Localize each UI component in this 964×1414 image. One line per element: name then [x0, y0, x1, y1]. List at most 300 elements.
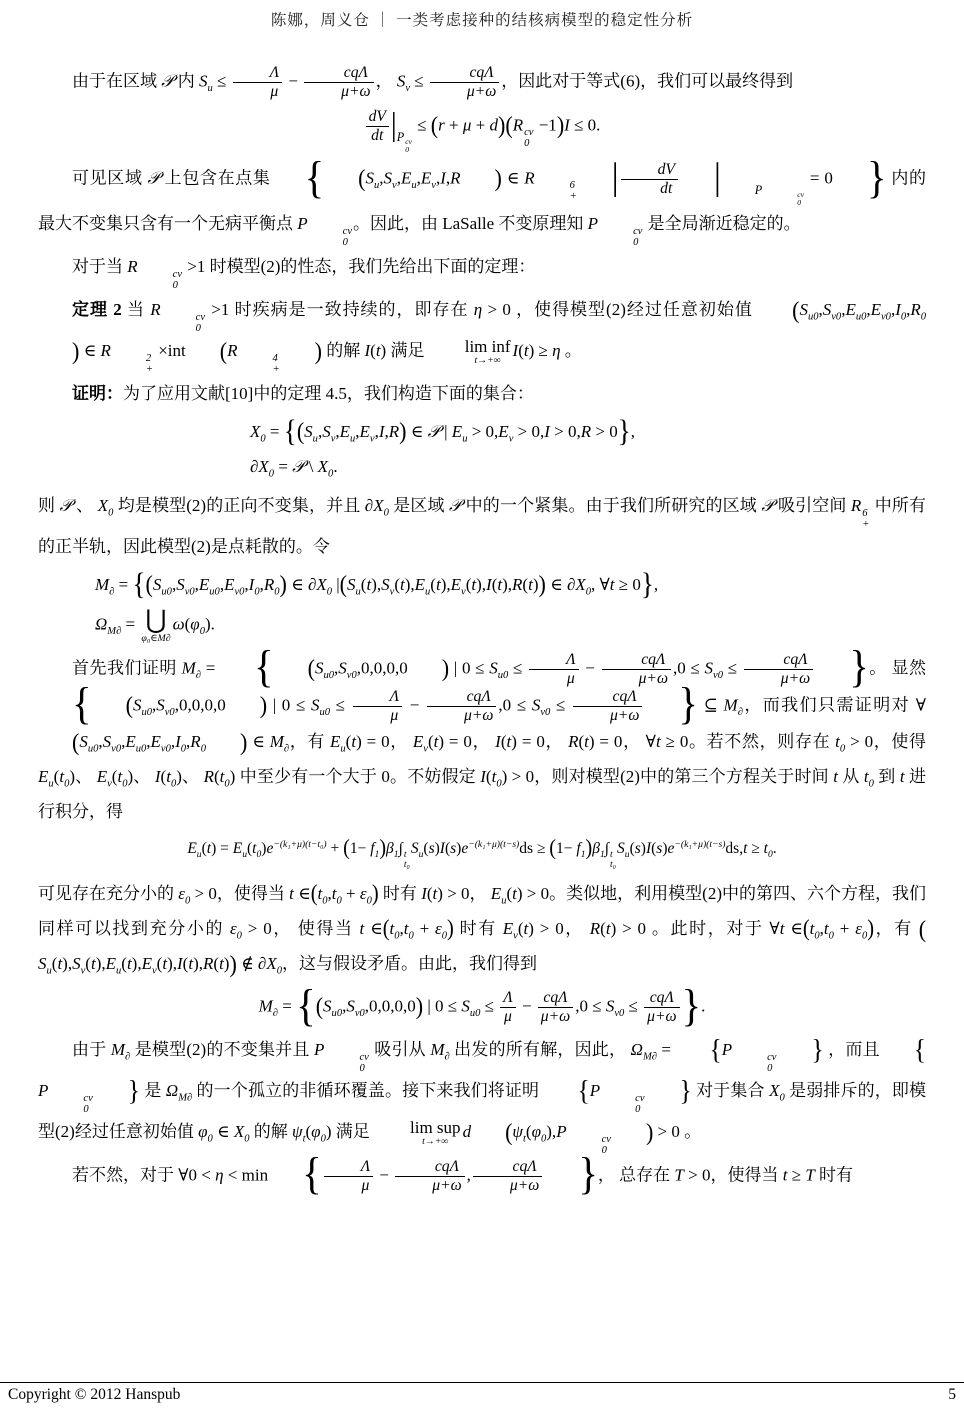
- text-run: ,0,0,0,0: [364, 996, 416, 1016]
- fraction-numerator: dV: [621, 161, 678, 180]
- text-run: (: [426, 884, 433, 904]
- math-run: R: [524, 168, 535, 188]
- subscript: u: [418, 848, 424, 860]
- text-run: ),: [131, 954, 142, 974]
- math-run: M: [181, 658, 196, 678]
- math-run: S: [72, 954, 81, 974]
- math-run: E: [38, 766, 49, 786]
- text-run: 由于: [72, 1040, 111, 1060]
- equation: [250, 454, 926, 482]
- math-run: η: [215, 1165, 224, 1185]
- text-run: 1−: [556, 839, 577, 857]
- math-run: S: [338, 658, 347, 678]
- fraction-denominator: μ+ω: [609, 706, 640, 724]
- text-run: ∈: [501, 168, 525, 188]
- text-run: ),: [371, 574, 382, 594]
- fraction-denominator: μ: [390, 706, 399, 724]
- text-run: ,: [866, 299, 871, 319]
- math-run: t: [433, 731, 439, 751]
- text-run: ,: [818, 299, 823, 319]
- math-run: t: [399, 574, 405, 594]
- text-run: ) = 0: [356, 731, 390, 751]
- math-run: E: [96, 766, 108, 786]
- subscript: u: [501, 895, 507, 907]
- subscript: u0: [855, 311, 867, 323]
- math-run: M: [723, 695, 738, 715]
- math-run: t: [782, 1165, 788, 1185]
- page-footer: [0, 1382, 964, 1414]
- text-run: ≤: [550, 695, 571, 715]
- math-run: 𝒫: [427, 421, 440, 441]
- text-run: ，有: [874, 919, 919, 939]
- text-run: (: [184, 614, 191, 634]
- text-run: (: [182, 954, 189, 974]
- text-run: ≥ 0: [660, 731, 689, 751]
- running-header: [38, 8, 926, 30]
- subscript: t₀: [610, 859, 617, 871]
- sup-sub: [404, 850, 410, 870]
- big-delimiter: (: [296, 416, 305, 445]
- equation: [95, 604, 926, 644]
- fraction-denominator: μ+ω: [432, 1176, 462, 1194]
- subscript: t₀: [403, 859, 410, 871]
- fraction: [428, 64, 501, 101]
- text-run: 若不然，对于: [72, 1165, 179, 1185]
- superscript: cv: [524, 127, 534, 139]
- text-run: 时有: [814, 1165, 854, 1185]
- text-run: 吸引从: [369, 1040, 431, 1060]
- subscript: u0: [209, 586, 220, 597]
- paragraph: [38, 1033, 926, 1156]
- math-run: S: [383, 168, 393, 188]
- math-run: t: [763, 839, 768, 857]
- text-run: +: [326, 839, 344, 857]
- subscript: 0: [767, 1062, 773, 1074]
- big-delimiter: }: [640, 567, 654, 601]
- fraction: [642, 989, 681, 1026]
- fraction-denominator: μ: [361, 1176, 370, 1194]
- math-run: ∫: [604, 839, 609, 857]
- subscript: ∂: [272, 1007, 278, 1019]
- superscript: cv: [767, 1051, 777, 1063]
- text-run: (: [370, 340, 376, 360]
- fraction: [351, 688, 404, 725]
- big-delimiter: {: [296, 979, 316, 1031]
- big-delimiter: (: [315, 991, 324, 1020]
- text-run: > 0: [845, 731, 874, 751]
- text-run: 满足: [331, 1121, 375, 1141]
- math-run: t: [512, 884, 517, 904]
- fraction: [302, 64, 375, 101]
- math-run: β: [592, 839, 600, 857]
- text-run: ，: [469, 884, 491, 904]
- math-run: t: [166, 766, 171, 786]
- subscript: v0: [234, 586, 245, 597]
- subscript: +: [569, 191, 577, 203]
- text-run: , ∀: [591, 574, 610, 594]
- subscript: u0: [319, 706, 330, 718]
- text-run: +: [471, 115, 490, 135]
- math-run: t: [59, 766, 65, 786]
- math-run: R: [150, 299, 161, 319]
- math-run: e: [461, 839, 469, 857]
- fraction: [742, 651, 815, 688]
- math-run: E: [451, 421, 463, 441]
- text-run: 是区域: [388, 495, 450, 515]
- math-run: t: [523, 340, 529, 360]
- text-run: ,: [186, 731, 191, 751]
- subscript: u: [425, 586, 431, 597]
- subscript: v: [330, 432, 336, 444]
- text-run: 是模型(2)的不变集并且: [130, 1040, 315, 1060]
- big-delimiter: ): [415, 991, 424, 1020]
- subscript: 0: [322, 895, 328, 907]
- math-run: I: [440, 168, 446, 188]
- math-run: R: [263, 574, 275, 594]
- limit-subscript: φ₀∈M∂: [141, 632, 171, 644]
- math-run: t: [609, 574, 615, 594]
- text-run: −1: [534, 115, 557, 135]
- text-run: ,0 ≤: [673, 658, 705, 678]
- fraction: [364, 108, 391, 145]
- big-delimiter: (: [72, 727, 80, 756]
- big-delimiter: ): [379, 835, 387, 861]
- fraction-numerator: cqΛ: [395, 1158, 464, 1177]
- subscript: 0: [541, 1133, 547, 1145]
- big-delimiter: ): [239, 727, 248, 756]
- text-run: (: [651, 839, 657, 857]
- fraction: [527, 651, 580, 688]
- math-run: 𝒫: [147, 168, 160, 188]
- math-run: r: [438, 115, 445, 135]
- limit-operator: lim sup: [410, 1117, 461, 1137]
- text-run: 从: [837, 766, 864, 786]
- math-run: M: [269, 731, 284, 751]
- fraction-numerator: dV: [366, 108, 389, 127]
- text-run: 吸引空间: [773, 495, 851, 515]
- text-run: 。因此，由 LaSalle 不变原理知: [353, 214, 588, 234]
- text-run: .: [772, 839, 777, 857]
- copyright-text: Copyright © 2012 Hanspub: [8, 1386, 181, 1403]
- text-run: >1: [206, 299, 230, 319]
- math-run: X: [317, 456, 329, 476]
- math-run: S: [322, 421, 331, 441]
- math-run: ε: [435, 919, 442, 939]
- paragraph: [38, 489, 926, 565]
- big-delimiter: ): [259, 690, 268, 719]
- text-run: ,: [841, 299, 846, 319]
- math-run: t: [331, 884, 337, 904]
- limit-operator: lim inf: [464, 336, 511, 356]
- math-run: S: [346, 996, 355, 1016]
- text-run: ): [69, 766, 75, 786]
- text-run: ，使得当: [710, 1165, 783, 1185]
- math-run: E: [490, 884, 502, 904]
- text-run: ).: [204, 614, 215, 634]
- subscript: 0: [359, 1062, 365, 1074]
- subscript: v: [431, 179, 436, 191]
- subscript: v0: [184, 586, 195, 597]
- subscript: v0: [881, 311, 891, 323]
- subscript: u: [350, 432, 356, 444]
- text-run: (: [394, 574, 400, 594]
- text-run: ),: [440, 574, 451, 594]
- math-run: t: [90, 954, 96, 974]
- subscript: 0: [83, 1103, 89, 1115]
- paragraph: [38, 250, 926, 291]
- math-run: E: [224, 574, 235, 594]
- text-run: ，而且: [823, 1040, 880, 1060]
- math-run: ∂X: [364, 495, 384, 515]
- big-delimiter: ): [538, 569, 546, 598]
- text-run: ，使得: [873, 731, 927, 751]
- text-run: | 0 ≤: [449, 658, 490, 678]
- subscript: 0: [524, 138, 530, 150]
- math-run: φ: [190, 614, 200, 634]
- math-run: E: [502, 919, 514, 939]
- text-run: ，: [622, 731, 646, 751]
- text-run: (: [518, 340, 524, 360]
- subscript: 0: [108, 507, 114, 519]
- math-run: S: [605, 996, 615, 1016]
- big-delimiter: ): [585, 835, 593, 861]
- math-run: E: [105, 954, 116, 974]
- subscript: 0: [276, 965, 282, 977]
- text-run: ,: [259, 574, 264, 594]
- text-run: (: [51, 954, 58, 974]
- big-delimiter: {: [913, 1033, 927, 1067]
- fraction-denominator: μ+ω: [780, 669, 811, 687]
- text-run: (: [525, 1121, 532, 1141]
- math-run: E: [198, 574, 210, 594]
- text-run: 时有: [378, 884, 422, 904]
- fraction-numerator: cqΛ: [573, 688, 642, 707]
- text-run: ≤: [329, 695, 351, 715]
- text-run: | 0 ≤: [423, 996, 462, 1016]
- big-delimiter: }: [617, 414, 631, 448]
- text-run: 进行积分，得: [38, 766, 926, 821]
- sup-sub: [610, 850, 616, 870]
- big-delimiter: }: [578, 1148, 598, 1199]
- text-run: ， 总存在: [597, 1165, 675, 1185]
- subscript: 0: [635, 1103, 641, 1115]
- math-run: f: [370, 839, 375, 857]
- math-run: R: [850, 495, 862, 515]
- superscript: cv: [601, 1133, 611, 1145]
- text-run: ,: [384, 421, 389, 441]
- text-run: ): [640, 839, 646, 857]
- paragraph: [38, 151, 927, 249]
- math-run: S: [617, 839, 625, 857]
- math-run: φ: [531, 1121, 541, 1141]
- text-run: ⊆: [697, 695, 724, 715]
- math-run: S: [347, 574, 356, 594]
- superscript: cv: [797, 190, 804, 200]
- big-delimiter: ): [371, 881, 379, 907]
- text-run: | 0 ≤: [267, 695, 311, 715]
- math-run: Ω: [630, 1040, 643, 1060]
- math-run: t: [117, 766, 123, 786]
- big-delimiter: ): [72, 336, 80, 365]
- fraction-denominator: μ+ω: [638, 669, 668, 687]
- math-run: 𝒫: [761, 495, 774, 515]
- text-run: (: [444, 839, 451, 857]
- text-run: ,: [327, 884, 332, 904]
- text-run: ≥ 0: [614, 574, 641, 594]
- subscript: v: [461, 586, 466, 597]
- subscript: 0: [256, 848, 262, 860]
- limit-subscript: t→+∞: [474, 354, 501, 366]
- text-run: 对于当: [72, 257, 128, 277]
- fraction: [619, 161, 680, 198]
- subscript: 0: [814, 930, 820, 942]
- subscript: u: [46, 965, 52, 977]
- math-run: I: [895, 299, 901, 319]
- text-run: 中至少有一个大于 0。不妨假定: [235, 766, 481, 786]
- subscript: 0: [828, 930, 834, 942]
- text-run: .: [333, 456, 338, 476]
- math-run: S: [489, 658, 498, 678]
- subscript: 0: [274, 586, 280, 597]
- fraction: [536, 989, 575, 1026]
- math-run: ε: [855, 919, 862, 939]
- text-run: ,: [170, 731, 176, 751]
- text-run: ,: [445, 168, 451, 188]
- subscript: 0: [326, 586, 333, 597]
- text-run: (: [465, 574, 472, 594]
- math-run: R: [227, 340, 238, 360]
- math-run: t: [375, 340, 381, 360]
- math-run: t: [655, 731, 661, 751]
- text-run: +: [413, 919, 436, 939]
- big-delimiter: (: [505, 110, 513, 139]
- text-run: > 0: [241, 919, 272, 939]
- text-run: ): [223, 954, 230, 974]
- text-run: ≥: [747, 839, 764, 857]
- subscript: u: [411, 179, 417, 191]
- fraction-numerator: cqΛ: [644, 989, 679, 1008]
- fraction-denominator: μ+ω: [341, 82, 371, 100]
- math-run: I: [480, 766, 486, 786]
- math-run: I: [175, 731, 181, 751]
- big-delimiter: ): [399, 416, 407, 445]
- subscript: 0: [839, 743, 846, 755]
- text-run: −: [404, 695, 425, 715]
- math-run: s: [428, 839, 435, 857]
- fraction-denominator: dt: [660, 180, 673, 198]
- math-run: P: [556, 1121, 567, 1141]
- subscript: u: [340, 743, 346, 755]
- subscript: 1: [374, 848, 380, 860]
- subscript: 0: [601, 1144, 607, 1156]
- math-run: R: [190, 731, 201, 751]
- subscript: 1: [580, 848, 586, 860]
- text-run: 上包含在点集: [159, 168, 271, 188]
- math-run: t: [219, 766, 225, 786]
- text-run: ): [532, 574, 539, 594]
- content: [38, 64, 927, 1199]
- text-run: ≤: [410, 71, 428, 91]
- fraction-numerator: Λ: [500, 989, 515, 1008]
- subscript: 0: [383, 507, 389, 519]
- superscript: cv: [359, 1051, 369, 1063]
- limit-operator: ⋃: [145, 604, 167, 634]
- math-run: t: [833, 766, 838, 786]
- math-run: I: [248, 574, 255, 594]
- subscript: M∂: [107, 625, 122, 637]
- text-run: 证明：: [72, 383, 123, 403]
- text-run: ∀: [645, 731, 656, 751]
- text-run: ∉: [236, 954, 258, 974]
- math-run: S: [79, 731, 88, 751]
- text-run: 首先我们证明: [72, 658, 182, 678]
- text-run: ∈: [247, 731, 270, 751]
- fraction: [231, 64, 284, 101]
- fraction-numerator: cqΛ: [538, 989, 573, 1008]
- math-run: E: [414, 574, 426, 594]
- big-delimiter: (: [505, 1117, 513, 1146]
- big-delimiter: {: [577, 1074, 590, 1107]
- big-delimiter: (: [549, 835, 557, 861]
- text-run: ),: [95, 954, 106, 974]
- fraction-numerator: cqΛ: [304, 64, 373, 83]
- subscript: 0: [441, 930, 448, 942]
- subscript: 0: [195, 322, 201, 334]
- math-run: S: [152, 574, 162, 594]
- math-run: ψ: [292, 1121, 303, 1141]
- fraction-denominator: μ+ω: [464, 706, 494, 724]
- subscript: 0: [394, 930, 400, 942]
- fraction-numerator: Λ: [233, 64, 282, 83]
- text-run: > 0: [482, 299, 511, 319]
- text-run: ∀: [915, 695, 926, 715]
- text-run: (: [491, 574, 498, 594]
- subscript: 0: [320, 1133, 326, 1145]
- math-run: t: [188, 954, 194, 974]
- limit-stack: [431, 338, 511, 366]
- subscript: u: [48, 778, 54, 790]
- subscript: v0: [713, 669, 723, 681]
- subscript: 0: [767, 848, 773, 860]
- subscript: ∂: [737, 706, 743, 718]
- text-run: ，: [375, 71, 397, 91]
- big-delimiter: (: [792, 295, 800, 324]
- math-run: X: [233, 1121, 245, 1141]
- math-run: E: [150, 731, 161, 751]
- big-delimiter: ): [867, 916, 874, 942]
- text-run: ×int: [153, 340, 186, 360]
- text-run: ∈: [286, 574, 308, 594]
- text-run: (: [517, 919, 524, 939]
- text-run: \: [304, 456, 318, 476]
- text-run: (: [506, 884, 513, 904]
- subscript: u0: [807, 311, 819, 323]
- subscript: 1: [599, 848, 605, 860]
- math-run: ∂X: [257, 954, 277, 974]
- sup-sub: [524, 127, 533, 149]
- math-run: E: [450, 574, 462, 594]
- text-run: 的解: [249, 1121, 292, 1141]
- big-delimiter: |: [390, 107, 397, 143]
- math-run: S: [461, 996, 470, 1016]
- math-run: e: [266, 839, 274, 857]
- text-run: 内的最大不变集只含有一个无病平衡点: [38, 168, 927, 234]
- big-delimiter: (: [918, 914, 927, 943]
- big-delimiter: }: [681, 979, 702, 1031]
- math-run: M: [95, 574, 110, 594]
- big-delimiter: ): [494, 163, 502, 192]
- subscript: t: [302, 1133, 306, 1145]
